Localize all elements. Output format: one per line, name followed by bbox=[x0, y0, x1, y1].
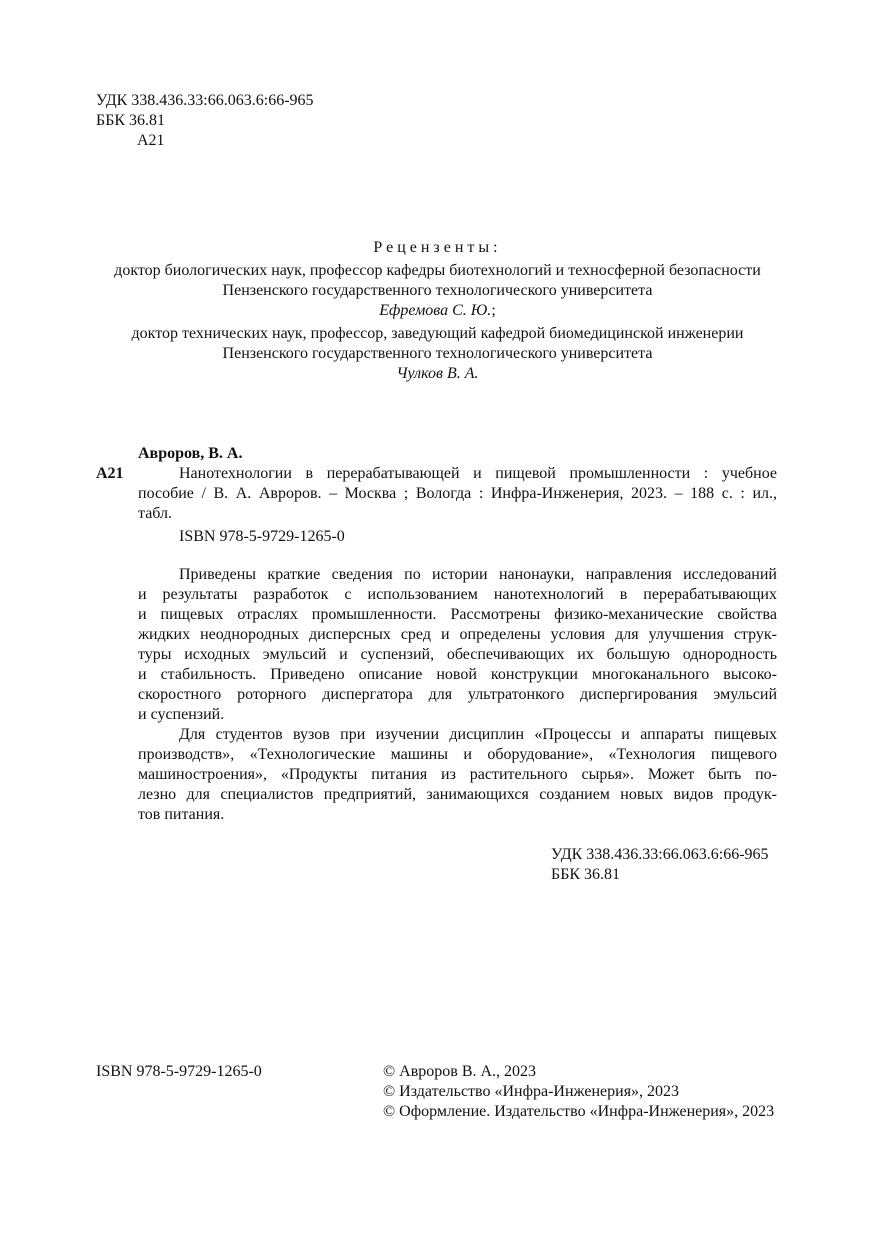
abstract-line: туры исходных эмульсий и суспензий, обеспечивающих их большую однородность bbox=[138, 646, 777, 663]
reviewer-2-title: доктор технических наук, профессор, заведующий кафедрой биомедицинской инженерии bbox=[131, 325, 744, 342]
abstract-paragraph-2 bbox=[138, 725, 777, 825]
abstract-line: жидких неоднородных дисперсных сред и определены условия для улучшения струк- bbox=[138, 626, 777, 643]
abstract-line: Приведены краткие сведения по истории нанонауки, направления исследований bbox=[179, 566, 777, 583]
copyright-publisher: © Издательство «Инфра-Инженерия», 2023 bbox=[383, 1083, 680, 1100]
classification-codes bbox=[551, 845, 769, 885]
reviewer-1-name: Ефремова С. Ю. bbox=[379, 302, 492, 319]
classification-bbk: ББК 36.81 bbox=[551, 866, 621, 883]
book-description-line: пособие / В. А. Авроров. – Москва ; Вологда : Инфра-Инженерия, 2023. – 188 с. : ил., bbox=[138, 485, 777, 502]
abstract-line: машиностроения», «Продукты питания из растительного сырья». Может быть по- bbox=[138, 766, 777, 783]
abstract-line: скоростного роторного диспергатора для ультратонкого диспергирования эмульсий bbox=[138, 686, 777, 703]
abstract-line: тов питания. bbox=[138, 806, 225, 823]
footer-isbn: ISBN 978-5-9729-1265-0 bbox=[96, 1063, 262, 1080]
reviewer-2-name: Чулков В. А. bbox=[396, 365, 479, 382]
reviewer-1-org: Пензенского государственного технологического университета bbox=[222, 282, 653, 299]
abstract-line: лезно для специалистов предприятий, занимающихся созданием новых видов продук- bbox=[138, 786, 777, 803]
udk-code: УДК 338.436.33:66.063.6:66-965 bbox=[96, 92, 314, 109]
abstract-line: и пищевых отраслях промышленности. Рассмотрены физико-механические свойства bbox=[138, 606, 777, 623]
book-author: Авроров, В. А. bbox=[138, 445, 243, 462]
book-description-line: табл. bbox=[138, 505, 173, 522]
reviewers-block bbox=[90, 238, 785, 384]
abstract-line: и суспензий. bbox=[138, 706, 225, 723]
bbk-code: ББК 36.81 bbox=[96, 112, 166, 129]
book-description bbox=[138, 464, 777, 547]
abstract-line: и результаты разработок с использованием нанотехнологий в перерабатывающих bbox=[138, 586, 777, 603]
author-mark: А21 bbox=[137, 132, 165, 149]
copyright-author: © Авроров В. А., 2023 bbox=[383, 1063, 537, 1080]
abstract bbox=[138, 565, 777, 825]
abstract-line: Для студентов вузов при изучении дисциплин «Процессы и аппараты пищевых bbox=[179, 726, 777, 743]
reviewer-1-name-line bbox=[90, 301, 785, 321]
book-isbn: ISBN 978-5-9729-1265-0 bbox=[179, 528, 345, 545]
classification-udk: УДК 338.436.33:66.063.6:66-965 bbox=[551, 846, 769, 863]
book-description-line: Нанотехнологии в перерабатывающей и пищевой промышленности : учебное bbox=[179, 465, 777, 482]
abstract-line: производств», «Технологические машины и оборудование», «Технология пищевого bbox=[138, 746, 777, 763]
reviewer-2-org: Пензенского государственного технологического университета bbox=[222, 345, 653, 362]
reviewers-heading: Рецензенты: bbox=[373, 239, 502, 256]
reviewer-1-separator: ; bbox=[491, 302, 496, 319]
book-mark: А21 bbox=[96, 465, 124, 482]
reviewer-1-title: доктор биологических наук, профессор кафедры биотехнологий и техносферной безопасности bbox=[114, 262, 761, 279]
copyright-design: © Оформление. Издательство «Инфра-Инженерия», 2023 bbox=[383, 1103, 775, 1120]
abstract-line: и стабильность. Приведено описание новой конструкции многоканального высоко- bbox=[138, 666, 777, 683]
abstract-paragraph-1 bbox=[138, 565, 777, 725]
header-codes bbox=[96, 91, 314, 151]
copyright-block bbox=[383, 1062, 774, 1122]
